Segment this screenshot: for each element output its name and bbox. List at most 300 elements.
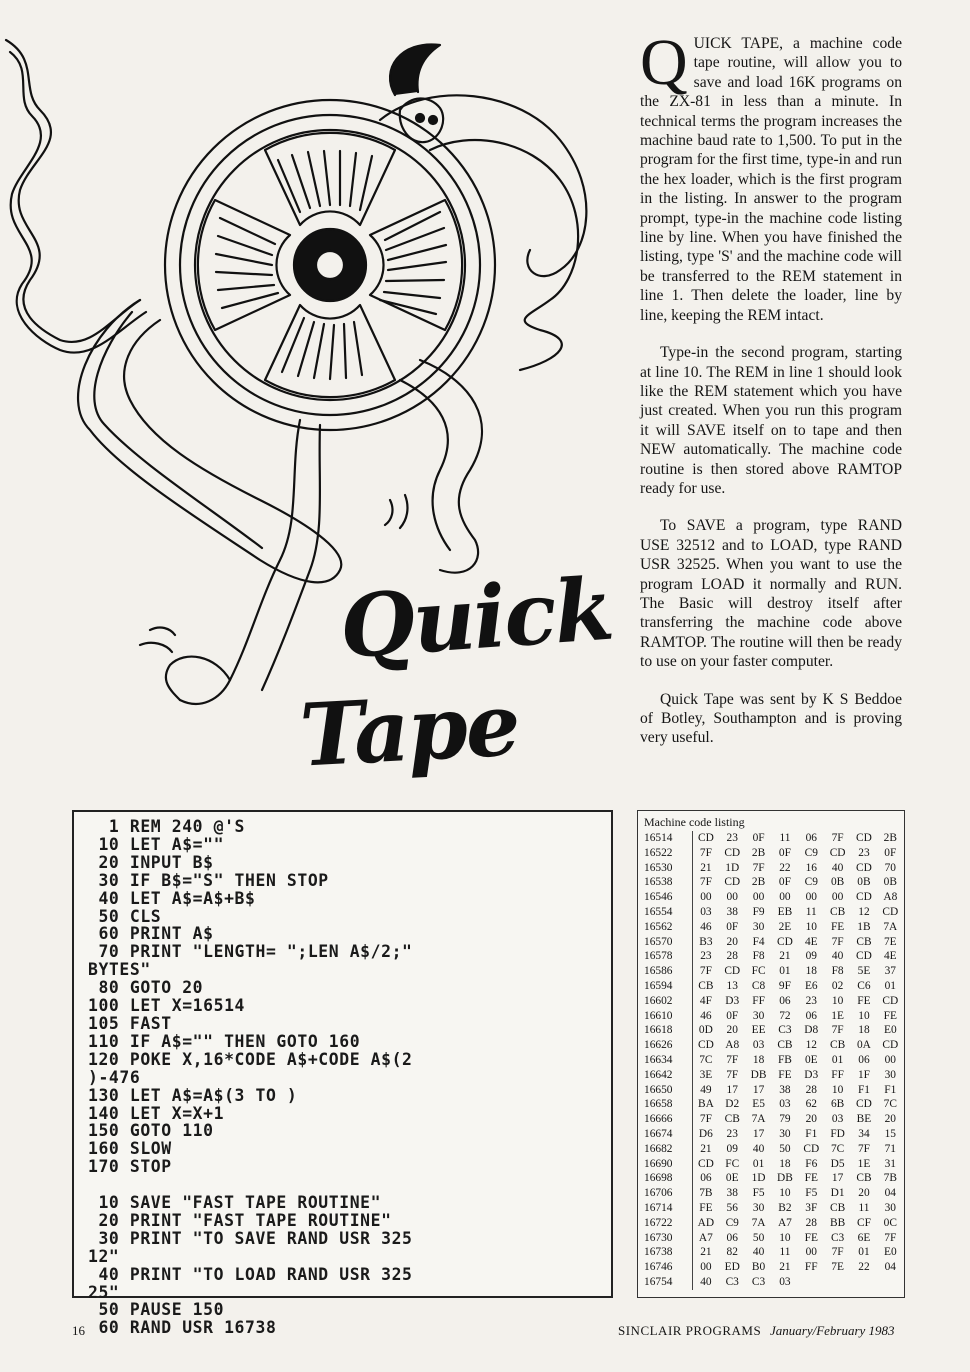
byte-cell: A7 — [777, 1216, 792, 1229]
byte-cell: 7F — [726, 1053, 739, 1066]
machine-code-box — [637, 810, 905, 1298]
byte-cell: 21 — [700, 1246, 712, 1259]
byte-cell: C3 — [751, 1275, 766, 1288]
byte-cell: 21 — [700, 861, 712, 874]
byte-cell: 40 — [752, 1142, 765, 1155]
byte-cell: 7C — [830, 1142, 845, 1155]
byte-cell: 23 — [726, 832, 738, 844]
byte-cell: 7F — [699, 1113, 712, 1126]
code-line: 100 LET X=16514 — [88, 996, 246, 1016]
byte-cell: 0F — [778, 846, 791, 859]
byte-cell: 7F — [699, 876, 712, 889]
code-line: 10 LET A$="" — [88, 834, 225, 854]
byte-cell: 00 — [726, 891, 738, 904]
machine-code-row — [643, 1142, 904, 1157]
byte-cell: CD — [882, 994, 899, 1007]
cartoon-hair — [390, 44, 440, 95]
byte-cell: 71 — [884, 1142, 896, 1155]
byte-cell: AD — [697, 1216, 715, 1229]
byte-cell: BB — [830, 1216, 846, 1229]
machine-code-row — [643, 1216, 904, 1231]
byte-cell: E0 — [883, 1246, 897, 1259]
article-paragraph-3: To SAVE a program, type RAND USE 32512 and to LOAD, type RAND USR 32525. When you want to use the program LOAD it normally and RUN. The Basic will destroy itself after transferring the machine code above RAMTOP. The routine will then be ready to use on your faster computer. — [640, 517, 902, 671]
byte-cell: FC — [751, 965, 766, 978]
byte-cell: FC — [725, 1157, 740, 1170]
code-line: 20 PRINT "FAST TAPE ROUTINE" — [88, 1210, 392, 1230]
byte-cell: 20 — [805, 1113, 817, 1126]
byte-cell — [851, 1275, 877, 1290]
byte-cell: 18 — [805, 965, 817, 978]
byte-cell: CD — [697, 1157, 714, 1170]
byte-cell: 2B — [751, 876, 766, 889]
byte-cell: A8 — [725, 1039, 740, 1052]
byte-cell: 2E — [778, 920, 792, 933]
byte-cell: CD — [829, 846, 846, 859]
byte-cell: F5 — [805, 1187, 818, 1200]
code-line: 150 GOTO 110 — [88, 1121, 214, 1141]
machine-code-row — [643, 1186, 904, 1201]
byte-cell: CD — [856, 1098, 872, 1111]
code-line: 60 PRINT A$ — [88, 924, 214, 944]
byte-cell: 5E — [857, 965, 871, 978]
byte-cell: 3F — [805, 1201, 818, 1214]
byte-cell: 2B — [751, 846, 766, 859]
reel-window-top — [265, 133, 395, 225]
byte-cell: C9 — [804, 876, 818, 889]
address-cell: 16682 — [643, 1142, 692, 1157]
byte-cell: 15 — [884, 1127, 896, 1140]
byte-cell: D8 — [804, 1024, 819, 1037]
address-cell: 16714 — [643, 1201, 692, 1216]
byte-cell: 03 — [831, 1113, 844, 1126]
cartoon-leg-left — [180, 420, 300, 704]
byte-cell: 7F — [699, 965, 712, 978]
byte-cell: 28 — [805, 1216, 817, 1229]
byte-cell: F8 — [752, 950, 765, 963]
cartoon-leg-right — [420, 360, 482, 573]
address-cell: 16698 — [643, 1171, 692, 1186]
address-cell: 16722 — [643, 1216, 692, 1231]
byte-cell: 23 — [700, 950, 712, 963]
byte-cell: FE — [883, 1009, 897, 1022]
byte-cell: 22 — [858, 1261, 870, 1274]
byte-cell: 50 — [752, 1231, 765, 1244]
machine-code-row — [643, 861, 904, 876]
byte-cell: 40 — [752, 1246, 765, 1259]
byte-cell: 7A — [751, 1216, 766, 1229]
byte-cell: 6E — [857, 1231, 871, 1244]
page-number: 16 — [72, 1323, 85, 1338]
byte-cell: 31 — [884, 1157, 896, 1170]
article-paragraph-2: Type-in the second program, starting at line 10. The REM in line 1 should look like the REM statement which you have just created. When you run this program it will SAVE itself on to tape and then NEW automatically. The machine code routine is then stored above RAMTOP ready for use. — [640, 344, 902, 497]
drop-cap: Q — [640, 26, 688, 99]
address-cell: 16570 — [643, 935, 692, 950]
byte-cell: 7E — [883, 935, 897, 948]
byte-cell: C8 — [751, 979, 766, 992]
byte-cell: CB — [856, 1172, 872, 1185]
byte-cell: 10 — [858, 1009, 870, 1022]
byte-cell: 18 — [858, 1024, 870, 1037]
byte-cell: 7A — [751, 1113, 766, 1126]
byte-cell: CD — [724, 876, 741, 889]
byte-cell: 1E — [857, 1157, 871, 1170]
address-cell: 16730 — [643, 1231, 692, 1246]
address-cell: 16674 — [643, 1127, 692, 1142]
machine-code-row — [643, 935, 904, 950]
reel-window-right — [370, 200, 462, 330]
byte-cell: E0 — [883, 1024, 897, 1037]
byte-cell: 09 — [805, 950, 817, 963]
issue-date: January/February 1983 — [770, 1323, 895, 1338]
article-paragraph-4: Quick Tape was sent by K S Beddoe of Botley, Southampton and is proving very useful. — [640, 690, 902, 747]
byte-cell: 7F — [831, 1024, 844, 1037]
address-cell: 16626 — [643, 1038, 692, 1053]
byte-cell — [824, 1275, 850, 1290]
byte-cell: 11 — [858, 1201, 870, 1214]
byte-cell: EE — [751, 1024, 766, 1037]
byte-cell: 00 — [700, 1261, 712, 1274]
byte-cell: 0C — [883, 1216, 897, 1229]
code-line: 70 PRINT "LENGTH= ";LEN A$/2;" — [88, 942, 413, 962]
byte-cell: 20 — [884, 1113, 896, 1126]
byte-cell: 34 — [858, 1127, 870, 1140]
byte-cell: 23 — [726, 1127, 738, 1140]
magazine-name: SINCLAIR PROGRAMS — [618, 1323, 762, 1338]
byte-cell: 00 — [831, 891, 844, 904]
byte-cell: F4 — [752, 935, 765, 948]
byte-cell: F1 — [884, 1083, 897, 1096]
byte-cell: 06 — [726, 1231, 738, 1244]
address-cell: 16530 — [643, 861, 692, 876]
byte-cell: CD — [882, 905, 899, 918]
byte-cell: 1D — [751, 1172, 766, 1185]
byte-cell: C3 — [778, 1024, 792, 1037]
byte-cell: 11 — [779, 1246, 791, 1259]
machine-code-title: Machine code listing — [644, 815, 745, 829]
byte-cell: 37 — [884, 965, 896, 978]
machine-code-row — [643, 890, 904, 905]
code-line: 50 PAUSE 150 — [88, 1300, 225, 1320]
byte-cell: 06 — [805, 832, 817, 844]
byte-cell: FE — [778, 1068, 792, 1081]
byte-cell: 7E — [831, 1261, 844, 1274]
byte-cell: 7F — [752, 861, 765, 874]
byte-cell: 1E — [831, 1009, 844, 1022]
title-word-tape: Tape — [297, 674, 521, 787]
byte-cell: FE — [699, 1201, 713, 1214]
byte-cell: 00 — [805, 891, 817, 904]
byte-cell: 82 — [726, 1246, 738, 1259]
byte-cell: C9 — [804, 846, 818, 859]
byte-cell: 10 — [805, 920, 817, 933]
byte-cell: CD — [697, 1039, 714, 1052]
machine-code-row — [643, 1038, 904, 1053]
byte-cell: 49 — [700, 1083, 712, 1096]
byte-cell: 09 — [726, 1142, 738, 1155]
code-line: 30 PRINT "TO SAVE RAND USR 325 — [88, 1228, 413, 1248]
code-line: 20 INPUT B$ — [88, 852, 214, 872]
address-cell: 16578 — [643, 949, 692, 964]
byte-cell: 06 — [779, 994, 791, 1007]
code-line: 80 GOTO 20 — [88, 978, 204, 998]
byte-cell: FF — [804, 1261, 818, 1274]
machine-code-row — [643, 1097, 904, 1112]
byte-cell: 02 — [831, 979, 844, 992]
byte-cell: 4E — [883, 950, 897, 963]
address-cell: 16538 — [643, 875, 692, 890]
byte-cell: 18 — [752, 1053, 765, 1066]
byte-cell: 01 — [752, 1157, 765, 1170]
byte-cell: 17 — [752, 1127, 765, 1140]
machine-code-row — [643, 846, 904, 861]
byte-cell: CD — [882, 1039, 899, 1052]
byte-cell: 7F — [831, 935, 844, 948]
code-line: 12" — [88, 1246, 120, 1266]
byte-cell: E5 — [752, 1098, 765, 1111]
byte-cell: 0A — [856, 1039, 871, 1052]
byte-cell: FF — [752, 994, 765, 1007]
byte-cell: F6 — [805, 1157, 818, 1170]
byte-cell: 79 — [779, 1113, 791, 1126]
byte-cell — [798, 1275, 824, 1290]
byte-cell: 62 — [805, 1098, 817, 1111]
byte-cell: 28 — [726, 950, 738, 963]
address-cell: 16658 — [643, 1097, 692, 1112]
byte-cell: B2 — [778, 1201, 792, 1214]
byte-cell: 0F — [778, 876, 791, 889]
byte-cell: F9 — [752, 905, 765, 918]
address-cell: 16634 — [643, 1053, 692, 1068]
byte-cell: 06 — [805, 1009, 817, 1022]
machine-code-row — [643, 920, 904, 935]
machine-code-row — [643, 1275, 904, 1290]
byte-cell: 13 — [726, 979, 738, 992]
byte-cell: 10 — [779, 1187, 791, 1200]
byte-cell: F1 — [805, 1127, 818, 1140]
byte-cell: 30 — [752, 1201, 765, 1214]
byte-cell: 38 — [779, 1083, 791, 1096]
byte-cell: FE — [804, 1172, 818, 1185]
byte-cell: CB — [856, 935, 872, 948]
byte-cell: 00 — [700, 891, 712, 904]
address-cell: 16618 — [643, 1023, 692, 1038]
code-line: 25" — [88, 1282, 120, 1302]
byte-cell: 11 — [805, 905, 817, 918]
byte-cell: 04 — [884, 1261, 896, 1274]
byte-cell: 7A — [883, 920, 898, 933]
machine-code-row — [643, 1171, 904, 1186]
byte-cell: F5 — [752, 1187, 765, 1200]
byte-cell: 56 — [726, 1201, 738, 1214]
byte-cell: CB — [724, 1113, 740, 1126]
byte-cell: 10 — [831, 1083, 844, 1096]
machine-code-row — [643, 1053, 904, 1068]
byte-cell: 72 — [779, 1009, 791, 1022]
code-line: 30 IF B$="S" THEN STOP — [88, 870, 329, 890]
byte-cell: 1D — [725, 861, 740, 874]
byte-cell: CD — [856, 950, 872, 963]
byte-cell: 0B — [830, 876, 845, 889]
byte-cell: 4F — [699, 994, 712, 1007]
tape-ribbon-left — [6, 40, 140, 342]
byte-cell: 21 — [700, 1142, 712, 1155]
byte-cell: FB — [777, 1053, 792, 1066]
byte-cell: 7C — [699, 1053, 713, 1066]
machine-code-row — [643, 1009, 904, 1024]
basic-listing — [88, 818, 608, 1337]
machine-code-row — [643, 1112, 904, 1127]
byte-cell: DB — [777, 1172, 793, 1185]
address-cell: 16706 — [643, 1186, 692, 1201]
byte-cell: CD — [856, 891, 872, 904]
address-cell: 16546 — [643, 890, 692, 905]
byte-cell: 28 — [805, 1083, 817, 1096]
code-line: BYTES" — [88, 960, 151, 980]
byte-cell: CB — [698, 979, 714, 992]
byte-cell: 20 — [858, 1187, 870, 1200]
address-cell: 16594 — [643, 979, 692, 994]
byte-cell: CB — [830, 905, 846, 918]
byte-cell: 23 — [858, 846, 870, 859]
byte-cell: 06 — [700, 1172, 712, 1185]
byte-cell: C3 — [725, 1275, 739, 1288]
byte-cell: FF — [831, 1068, 844, 1081]
byte-cell: 01 — [831, 1053, 844, 1066]
code-line: )-476 — [88, 1067, 141, 1087]
byte-cell: 38 — [726, 1187, 738, 1200]
code-line: 160 SLOW — [88, 1139, 172, 1159]
byte-cell: D6 — [698, 1127, 713, 1140]
byte-cell: 03 — [752, 1039, 765, 1052]
byte-cell: CD — [724, 965, 741, 978]
byte-cell: 4E — [804, 935, 818, 948]
byte-cell: 06 — [858, 1053, 870, 1066]
byte-cell: 18 — [779, 1157, 791, 1170]
byte-cell: D3 — [804, 1068, 819, 1081]
tape-ribbon-loop — [78, 300, 341, 582]
byte-cell: 9F — [778, 979, 791, 992]
byte-cell: B0 — [751, 1261, 766, 1274]
machine-code-row — [643, 1157, 904, 1172]
byte-cell: 7B — [699, 1187, 713, 1200]
byte-cell: 40 — [831, 950, 844, 963]
byte-cell: 30 — [752, 1009, 765, 1022]
byte-cell: FE — [857, 994, 871, 1007]
address-cell: 16514 — [643, 831, 692, 846]
byte-cell: 00 — [752, 891, 765, 904]
byte-cell: 10 — [831, 994, 844, 1007]
byte-cell: C3 — [830, 1231, 845, 1244]
byte-cell: 40 — [700, 1275, 712, 1288]
address-cell: 16650 — [643, 1083, 692, 1098]
byte-cell: 7F — [857, 1142, 870, 1155]
byte-cell: 50 — [779, 1142, 791, 1155]
byte-cell: 12 — [858, 905, 870, 918]
byte-cell: 04 — [884, 1187, 896, 1200]
byte-cell: 12 — [805, 1039, 817, 1052]
byte-cell: 7F — [831, 1246, 844, 1259]
machine-code-row — [643, 1201, 904, 1216]
byte-cell: 46 — [700, 1009, 712, 1022]
byte-cell: 17 — [831, 1172, 844, 1185]
byte-cell: C9 — [725, 1216, 739, 1229]
byte-cell: 01 — [884, 979, 896, 992]
machine-code-row — [643, 1260, 904, 1275]
byte-cell: 30 — [884, 1068, 896, 1081]
byte-cell: FE — [804, 1231, 818, 1244]
byte-cell: 17 — [726, 1083, 738, 1096]
machine-code-row — [643, 994, 904, 1009]
byte-cell: 30 — [884, 1201, 896, 1214]
byte-cell: 16 — [805, 861, 817, 874]
byte-cell: CD — [777, 935, 793, 948]
byte-cell: 7F — [726, 1068, 739, 1081]
byte-cell: 10 — [779, 1231, 791, 1244]
code-line: 105 FAST — [88, 1013, 172, 1033]
byte-cell: BE — [856, 1113, 872, 1126]
code-line: 60 RAND USR 16738 — [88, 1318, 277, 1338]
address-cell: 16610 — [643, 1009, 692, 1024]
byte-cell: CD — [856, 832, 872, 844]
byte-cell: BA — [697, 1098, 714, 1111]
byte-cell: ED — [724, 1261, 740, 1274]
byte-cell: C6 — [857, 979, 871, 992]
machine-code-row — [643, 1245, 904, 1260]
byte-cell: FE — [830, 920, 845, 933]
machine-code-table — [643, 831, 904, 1290]
byte-cell: 40 — [831, 861, 844, 874]
address-cell: 16562 — [643, 920, 692, 935]
byte-cell: CB — [830, 1039, 846, 1052]
byte-cell: 7F — [831, 832, 844, 844]
byte-cell: 30 — [752, 920, 765, 933]
byte-cell: 7F — [884, 1231, 897, 1244]
address-cell: 16554 — [643, 905, 692, 920]
address-cell: 16522 — [643, 846, 692, 861]
machine-code-row — [643, 1068, 904, 1083]
byte-cell: 11 — [779, 832, 791, 844]
byte-cell: 01 — [779, 965, 791, 978]
byte-cell: F8 — [831, 965, 844, 978]
address-cell: 16666 — [643, 1112, 692, 1127]
machine-code-row — [643, 1127, 904, 1142]
address-cell: 16602 — [643, 994, 692, 1009]
byte-cell: D1 — [830, 1187, 845, 1200]
byte-cell: 00 — [779, 891, 791, 904]
byte-cell: CD — [803, 1142, 820, 1155]
article-paragraph-1 — [640, 26, 902, 325]
reel-window-bottom — [265, 305, 395, 397]
byte-cell: 17 — [752, 1083, 765, 1096]
byte-cell: 2B — [883, 832, 897, 844]
byte-cell: 0E — [725, 1172, 739, 1185]
byte-cell: 00 — [884, 1053, 896, 1066]
byte-cell: 0F — [726, 1009, 739, 1022]
byte-cell: 0F — [752, 832, 765, 844]
byte-cell: 70 — [884, 861, 896, 874]
article-body — [640, 26, 902, 766]
code-line: 110 IF A$="" THEN GOTO 160 — [88, 1031, 361, 1051]
address-cell: 16754 — [643, 1275, 692, 1290]
byte-cell: 22 — [779, 861, 791, 874]
byte-cell: A7 — [698, 1231, 713, 1244]
machine-code-row — [643, 949, 904, 964]
byte-cell: 23 — [805, 994, 817, 1007]
reel-window-left — [198, 200, 290, 330]
byte-cell: 20 — [726, 1024, 738, 1037]
byte-cell: 0F — [726, 920, 739, 933]
byte-cell: EB — [777, 905, 793, 918]
